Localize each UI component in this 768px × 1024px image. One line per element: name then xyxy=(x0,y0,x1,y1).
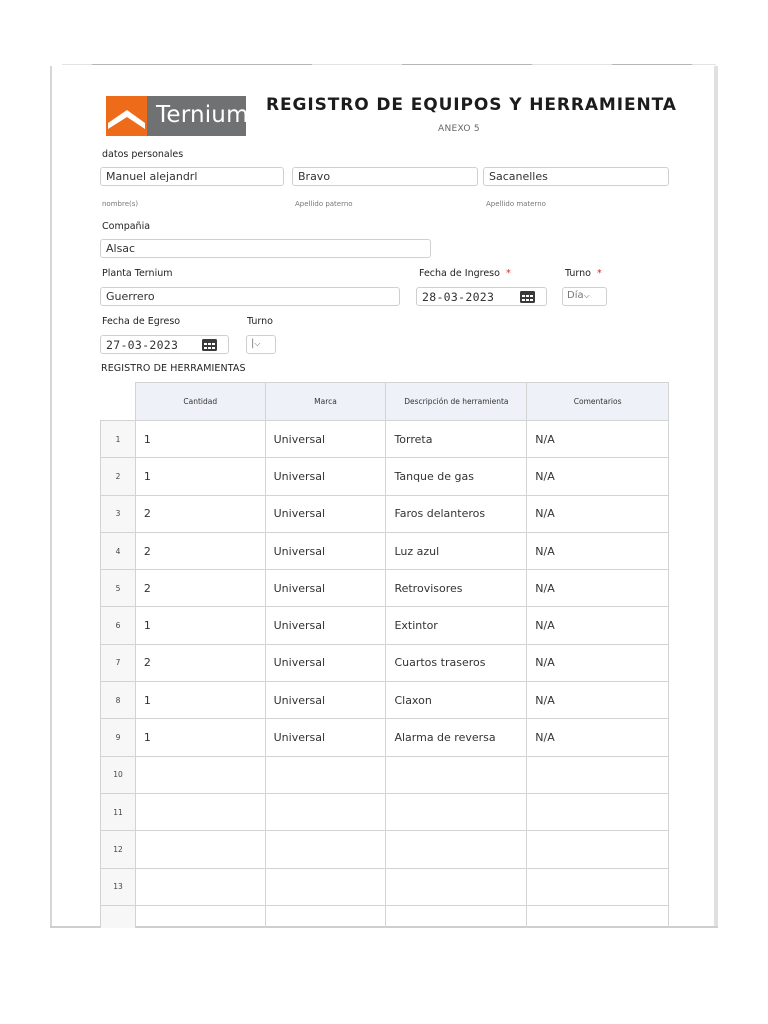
column-header-comentarios[interactable]: Comentarios xyxy=(527,383,669,421)
turno-egreso-select[interactable] xyxy=(246,335,276,354)
table-row xyxy=(101,756,669,793)
logo-mark xyxy=(106,96,147,136)
cell-marca[interactable]: Universal xyxy=(265,532,386,569)
tools-grid xyxy=(100,382,669,928)
apellido-paterno-hint: Apellido paterno xyxy=(295,200,353,208)
row-number: 6 xyxy=(101,607,136,644)
egreso-date-value: 27-03-2023 xyxy=(106,338,179,352)
cell-cantidad[interactable]: 2 xyxy=(135,644,265,681)
calendar-icon[interactable] xyxy=(202,339,217,351)
cell-descripcion[interactable]: Extintor xyxy=(386,607,527,644)
cell-cantidad[interactable]: 1 xyxy=(135,607,265,644)
cell-cantidad[interactable]: 1 xyxy=(135,682,265,719)
company-field[interactable]: Alsac xyxy=(100,239,431,258)
required-mark: * xyxy=(505,268,511,279)
cell-descripcion[interactable] xyxy=(386,793,527,830)
cell-descripcion[interactable]: Faros delanteros xyxy=(386,495,527,532)
cell-descripcion[interactable] xyxy=(386,905,527,928)
apellido-materno-hint: Apellido materno xyxy=(486,200,546,208)
required-mark: * xyxy=(597,268,602,279)
table-row xyxy=(101,607,669,644)
cell-cantidad[interactable]: 2 xyxy=(135,495,265,532)
cell-comentarios[interactable] xyxy=(527,868,669,905)
cell-comentarios[interactable]: N/A xyxy=(527,532,669,569)
cell-marca[interactable]: Universal xyxy=(265,495,386,532)
cell-marca[interactable]: Universal xyxy=(265,570,386,607)
egreso-label: Fecha de Egreso xyxy=(102,316,181,327)
row-number: 10 xyxy=(101,756,136,793)
plant-field[interactable]: Guerrero xyxy=(100,287,400,306)
company-label: Compañia xyxy=(102,221,151,232)
table-row xyxy=(101,682,669,719)
row-number: 3 xyxy=(101,495,136,532)
cell-comentarios[interactable]: N/A xyxy=(527,682,669,719)
row-number: 1 xyxy=(101,421,136,458)
ingreso-date-field[interactable] xyxy=(416,287,547,306)
ternium-logo xyxy=(106,96,249,136)
cell-descripcion[interactable]: Luz azul xyxy=(386,532,527,569)
nombre-hint: nombre(s) xyxy=(102,200,139,208)
table-row xyxy=(101,793,669,830)
table-row xyxy=(101,532,669,569)
cell-comentarios[interactable]: N/A xyxy=(527,644,669,681)
cell-cantidad[interactable] xyxy=(135,756,265,793)
row-number: 12 xyxy=(101,831,136,868)
row-number: 9 xyxy=(101,719,136,756)
cell-descripcion[interactable]: Alarma de reversa xyxy=(386,719,527,756)
cell-comentarios[interactable]: N/A xyxy=(527,495,669,532)
cell-comentarios[interactable]: N/A xyxy=(527,458,669,495)
table-row xyxy=(101,570,669,607)
ingreso-label: Fecha de Ingreso * xyxy=(419,268,511,279)
cell-marca[interactable]: Universal xyxy=(265,682,386,719)
table-row xyxy=(101,495,669,532)
table-row xyxy=(101,905,669,928)
table-row xyxy=(101,458,669,495)
cell-cantidad[interactable]: 2 xyxy=(135,532,265,569)
cell-marca[interactable]: Universal xyxy=(265,458,386,495)
cell-comentarios[interactable]: N/A xyxy=(527,607,669,644)
cell-marca[interactable] xyxy=(265,868,386,905)
page-title: REGISTRO DE EQUIPOS Y HERRAMIENTA xyxy=(266,95,677,115)
cell-descripcion[interactable]: Torreta xyxy=(386,421,527,458)
cell-descripcion[interactable]: Claxon xyxy=(386,682,527,719)
cell-descripcion[interactable]: Retrovisores xyxy=(386,570,527,607)
ingreso-date-value: 28-03-2023 xyxy=(422,290,495,304)
column-header-marca[interactable]: Marca xyxy=(265,383,386,421)
row-number: 8 xyxy=(101,682,136,719)
plant-label: Planta Ternium xyxy=(102,268,173,279)
row-number: 7 xyxy=(101,644,136,681)
cell-cantidad[interactable] xyxy=(135,905,265,928)
turno-ingreso-value: Día xyxy=(567,290,584,301)
cell-marca[interactable]: Universal xyxy=(265,607,386,644)
row-number: 13 xyxy=(101,868,136,905)
cell-comentarios[interactable] xyxy=(527,831,669,868)
column-header-cantidad[interactable]: Cantidad xyxy=(135,383,265,421)
apellido-materno-field[interactable]: Sacanelles xyxy=(483,167,669,186)
cell-comentarios[interactable] xyxy=(527,756,669,793)
cell-cantidad[interactable]: 1 xyxy=(135,458,265,495)
cell-descripcion[interactable] xyxy=(386,868,527,905)
sheet-left-edge xyxy=(50,66,52,928)
sheet-scrollbar-track[interactable] xyxy=(714,66,718,928)
cell-cantidad[interactable]: 2 xyxy=(135,570,265,607)
cell-marca[interactable]: Universal xyxy=(265,421,386,458)
grid-corner xyxy=(101,383,136,421)
top-divider xyxy=(62,64,716,65)
cell-cantidad[interactable]: 1 xyxy=(135,719,265,756)
page-subtitle: ANEXO 5 xyxy=(438,124,480,134)
row-number: 11 xyxy=(101,793,136,830)
cell-cantidad[interactable]: 1 xyxy=(135,421,265,458)
cell-marca[interactable] xyxy=(265,756,386,793)
cell-comentarios[interactable] xyxy=(527,905,669,928)
cell-cantidad[interactable] xyxy=(135,831,265,868)
table-row xyxy=(101,868,669,905)
cell-marca[interactable]: Universal xyxy=(265,719,386,756)
cell-comentarios[interactable]: N/A xyxy=(527,570,669,607)
calendar-icon[interactable] xyxy=(520,291,535,303)
apellido-paterno-field[interactable]: Bravo xyxy=(292,167,478,186)
row-number xyxy=(101,905,136,928)
cell-marca[interactable] xyxy=(265,831,386,868)
turno-ingreso-label: Turno * xyxy=(565,268,602,279)
row-number: 2 xyxy=(101,458,136,495)
table-row xyxy=(101,719,669,756)
cell-cantidad[interactable] xyxy=(135,868,265,905)
cell-marca[interactable] xyxy=(265,905,386,928)
cell-comentarios[interactable]: N/A xyxy=(527,421,669,458)
chevron-down-icon: ⌵ xyxy=(254,339,261,348)
logo-text: Ternium xyxy=(156,102,249,128)
cell-comentarios[interactable] xyxy=(527,793,669,830)
cell-descripcion[interactable]: Tanque de gas xyxy=(386,458,527,495)
cell-descripcion[interactable]: Cuartos traseros xyxy=(386,644,527,681)
cell-comentarios[interactable]: N/A xyxy=(527,719,669,756)
row-number: 4 xyxy=(101,532,136,569)
chevron-down-icon: ⌵ xyxy=(583,291,590,300)
personal-data-label: datos personales xyxy=(102,149,184,160)
table-row xyxy=(101,831,669,868)
cell-cantidad[interactable] xyxy=(135,793,265,830)
cell-descripcion[interactable] xyxy=(386,831,527,868)
turno-egreso-label: Turno xyxy=(247,316,273,327)
egreso-date-field[interactable] xyxy=(100,335,229,354)
cell-marca[interactable]: Universal xyxy=(265,644,386,681)
tools-section-title: REGISTRO DE HERRAMIENTAS xyxy=(101,363,246,374)
cell-marca[interactable] xyxy=(265,793,386,830)
turno-egreso-value: | xyxy=(251,338,255,349)
turno-ingreso-select[interactable] xyxy=(562,287,607,306)
table-row xyxy=(101,644,669,681)
nombre-field[interactable]: Manuel alejandrl xyxy=(100,167,284,186)
column-header-descripcion[interactable]: Descripción de herramienta xyxy=(386,383,527,421)
table-row xyxy=(101,421,669,458)
cell-descripcion[interactable] xyxy=(386,756,527,793)
row-number: 5 xyxy=(101,570,136,607)
